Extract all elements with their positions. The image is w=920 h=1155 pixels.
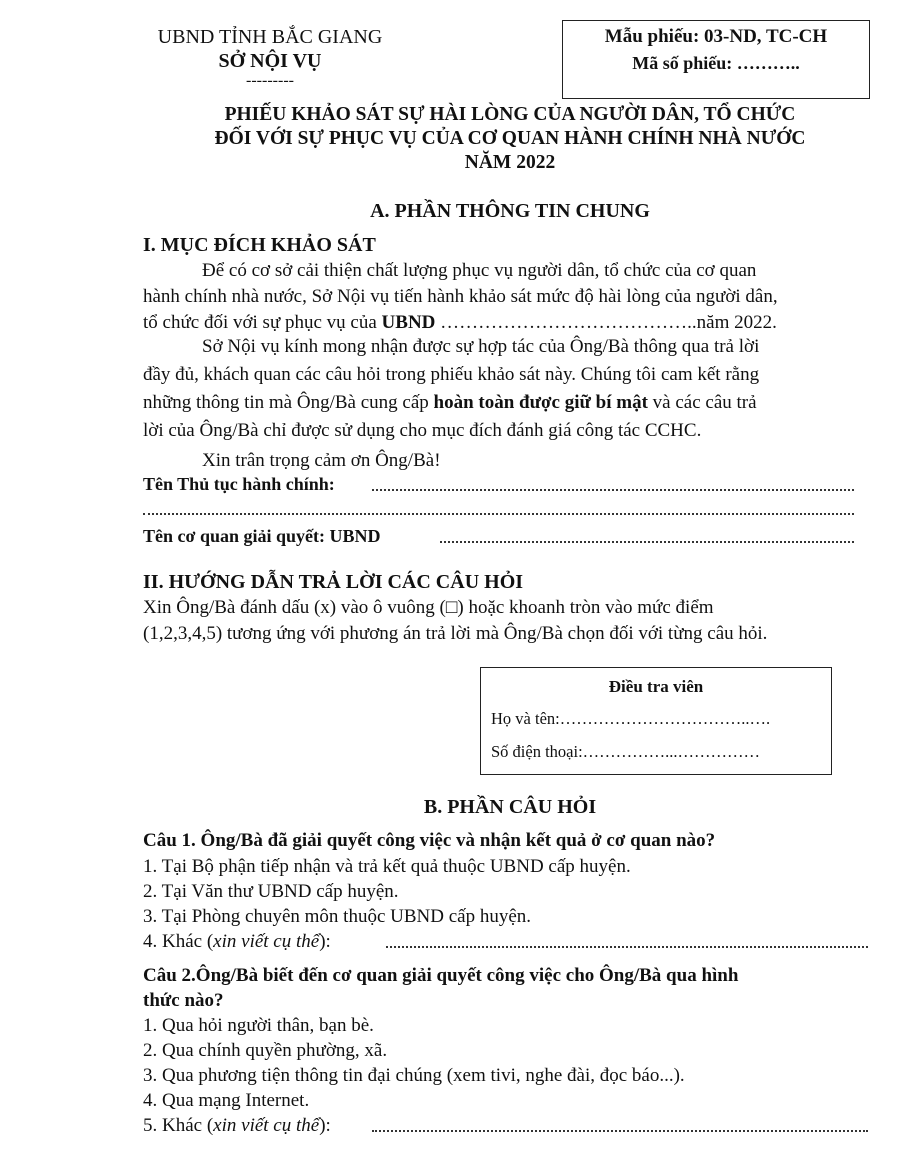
confidential-text: hoàn toàn được giữ bí mật [433,392,648,413]
agency-name: UBND TỈNH BẮC GIANG [157,26,383,48]
purpose-paragraph-line: tổ chức đối với sự phục vụ của UBND …………………………………..năm 2022. [143,312,777,333]
interviewer-title: Điều tra viên [608,677,704,696]
cooperation-paragraph-line: lời của Ông/Bà chỉ được sử dụng cho mục đích đánh giá công tác CCHC. [143,420,702,441]
purpose-paragraph-line: hành chính nhà nước, Sở Nội vụ tiến hành khảo sát mức độ hài lòng của người dân, [143,286,778,307]
guide-line: (1,2,3,4,5) tương ứng với phương án trả lời mà Ông/Bà chọn đối với từng câu hỏi. [143,623,768,644]
interviewer-phone-field[interactable]: Số điện thoại:……………...…………… [491,742,761,761]
question-2-option[interactable]: 1. Qua hỏi người thân, bạn bè. [143,1015,374,1036]
guide-line: Xin Ông/Bà đánh dấu (x) vào ô vuông (□) hoặc khoanh tròn vào mức điểm [143,597,714,618]
guide-heading: II. HƯỚNG DẪN TRẢ LỜI CÁC CÂU HỎI [143,571,524,593]
resolving-agency-label: Tên cơ quan giải quyết: UBND [143,526,381,546]
question-2-option-other[interactable]: 5. Khác (xin viết cụ thể): [143,1115,331,1136]
question-1-other-field[interactable] [386,946,868,948]
form-code: Mẫu phiếu: 03-ND, TC-CH [604,26,828,47]
section-a-heading: A. PHẦN THÔNG TIN CHUNG [370,200,650,222]
thanks-line: Xin trân trọng cảm ơn Ông/Bà! [202,450,441,471]
question-2-text: Câu 2.Ông/Bà biết đến cơ quan giải quyết công việc cho Ông/Bà qua hình [143,965,739,986]
question-2-other-field[interactable] [372,1130,868,1132]
question-2-text-cont: thức nào? [143,990,224,1011]
form-number: Mã số phiếu: ……….. [632,53,800,73]
question-2-option[interactable]: 2. Qua chính quyền phường, xã. [143,1040,388,1061]
cooperation-paragraph-line: những thông tin mà Ông/Bà cung cấp hoàn toàn được giữ bí mật và các câu trả [143,392,757,413]
form-code-box [562,20,870,99]
purpose-heading: I. MỤC ĐÍCH KHẢO SÁT [143,234,376,256]
section-b-heading: B. PHẦN CÂU HỎI [423,796,597,818]
purpose-paragraph-line: Để có cơ sở cải thiện chất lượng phục vụ người dân, tổ chức của cơ quan [202,260,757,281]
survey-title-line1: PHIẾU KHẢO SÁT SỰ HÀI LÒNG CỦA NGƯỜI DÂN, TỔ CHỨC [224,104,796,125]
question-1-option-other[interactable]: 4. Khác (xin viết cụ thể): [143,931,331,952]
question-1-option[interactable]: 2. Tại Văn thư UBND cấp huyện. [143,881,399,902]
interviewer-name-field[interactable]: Họ và tên:……………………………..…. [491,709,771,728]
agency-divider: --------- [246,72,294,89]
question-1-text: Câu 1. Ông/Bà đã giải quyết công việc và nhận kết quả ở cơ quan nào? [143,830,716,851]
question-2-option[interactable]: 3. Qua phương tiện thông tin đại chúng (xem tivi, nghe đài, đọc báo...). [143,1065,685,1086]
question-2-option[interactable]: 4. Qua mạng Internet. [143,1090,310,1111]
procedure-name-field[interactable] [372,489,854,491]
survey-title-line2: ĐỐI VỚI SỰ PHỤC VỤ CỦA CƠ QUAN HÀNH CHÍNH NHÀ NƯỚC [214,128,806,149]
survey-title-year: NĂM 2022 [464,152,556,173]
interviewer-box [480,667,832,775]
procedure-name-label: Tên Thủ tục hành chính: [143,474,335,494]
question-1-option[interactable]: 1. Tại Bộ phận tiếp nhận và trả kết quả thuộc UBND cấp huyện. [143,856,631,877]
department-name: SỞ NỘI VỤ [218,50,322,72]
cooperation-paragraph-line: Sở Nội vụ kính mong nhận được sự hợp tác của Ông/Bà thông qua trả lời [202,336,760,357]
procedure-name-field-extra[interactable] [143,513,854,515]
question-1-option[interactable]: 3. Tại Phòng chuyên môn thuộc UBND cấp huyện. [143,906,532,927]
ubnd-text: UBND [381,312,436,333]
cooperation-paragraph-line: đầy đủ, khách quan các câu hỏi trong phiếu khảo sát này. Chúng tôi cam kết rằng [143,364,760,385]
resolving-agency-field[interactable] [440,541,854,543]
